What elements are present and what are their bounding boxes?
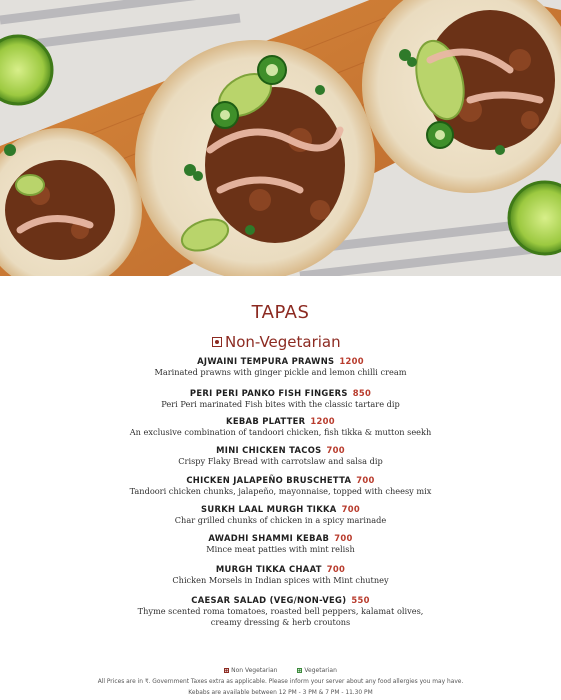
menu-item bbox=[0, 533, 561, 555]
category-label: Non-Vegetarian bbox=[225, 333, 341, 351]
item-name: PERI PERI PANKO FISH FINGERS bbox=[189, 388, 348, 398]
item-description: An exclusive combination of tandoori chicken, fish tikka & mutton seekh bbox=[129, 427, 432, 437]
item-price: 1200 bbox=[339, 356, 364, 366]
menu-item bbox=[0, 475, 561, 497]
item-description: Thyme scented roma tomatoes, roasted bell peppers, kalamat olives, bbox=[137, 606, 424, 616]
item-description: Peri Peri marinated Fish bites with the classic tartare dip bbox=[161, 399, 400, 409]
menu-item bbox=[0, 416, 561, 438]
item-price: 1200 bbox=[310, 416, 335, 426]
hero-photo bbox=[0, 0, 561, 276]
menu-item bbox=[0, 504, 561, 526]
item-price: 550 bbox=[351, 595, 370, 605]
menu-section bbox=[0, 276, 561, 700]
menu-item bbox=[0, 388, 561, 410]
menu-item bbox=[0, 595, 561, 628]
item-name: MURGH TIKKA CHAAT bbox=[215, 564, 322, 574]
item-description: Tandoori chicken chunks, jalapeño, mayonnaise, topped with cheesy mix bbox=[129, 486, 432, 496]
legend-veg-label: Vegetarian bbox=[304, 667, 337, 674]
item-description: Char grilled chunks of chicken in a spicy marinade bbox=[174, 515, 387, 525]
item-description: Chicken Morsels in Indian spices with Mint chutney bbox=[172, 575, 389, 585]
non-veg-icon bbox=[224, 668, 229, 673]
legend-veg bbox=[297, 667, 336, 674]
category-heading bbox=[212, 332, 341, 352]
item-price: 700 bbox=[356, 475, 375, 485]
diet-legend bbox=[0, 667, 561, 674]
legend-non-veg bbox=[224, 667, 277, 674]
item-price: 700 bbox=[341, 504, 360, 514]
item-description: Crispy Flaky Bread with carrotslaw and salsa dip bbox=[178, 456, 383, 466]
item-description: creamy dressing & herb croutons bbox=[210, 617, 351, 627]
item-price: 700 bbox=[326, 445, 345, 455]
footer-note: All Prices are in ₹. Government Taxes extra as applicable. Please inform your server about any food allergies you may have. bbox=[97, 679, 464, 685]
footer-hours: Kebabs are available between 12 PM - 3 PM & 7 PM - 11.30 PM bbox=[188, 690, 373, 696]
item-description: Marinated prawns with ginger pickle and lemon chilli cream bbox=[154, 367, 407, 377]
item-name: MINI CHICKEN TACOS bbox=[216, 445, 322, 455]
item-name: AJWAINI TEMPURA PRAWNS bbox=[197, 356, 335, 366]
item-name: SURKH LAAL MURGH TIKKA bbox=[201, 504, 337, 514]
veg-icon bbox=[297, 668, 302, 673]
item-price: 850 bbox=[352, 388, 372, 398]
tacos-illustration bbox=[0, 0, 561, 276]
item-name: AWADHI SHAMMI KEBAB bbox=[208, 533, 330, 543]
item-name: CHICKEN JALAPEÑO BRUSCHETTA bbox=[186, 475, 352, 485]
legend-non-veg-label: Non Vegetarian bbox=[231, 667, 278, 674]
section-title: TAPAS bbox=[251, 302, 310, 323]
item-price: 700 bbox=[326, 564, 346, 574]
menu-item bbox=[0, 356, 561, 378]
item-name: KEBAB PLATTER bbox=[226, 416, 306, 426]
menu-item bbox=[0, 564, 561, 586]
non-veg-icon bbox=[212, 337, 222, 347]
menu-item bbox=[0, 445, 561, 467]
item-price: 700 bbox=[334, 533, 353, 543]
item-description: Mince meat patties with mint relish bbox=[206, 544, 355, 554]
item-name: CAESAR SALAD (VEG/NON-VEG) bbox=[191, 595, 347, 605]
